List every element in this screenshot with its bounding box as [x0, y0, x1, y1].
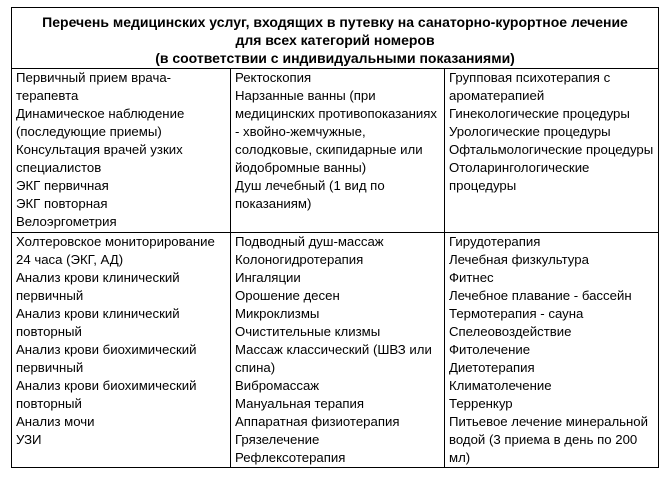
- list-item: Велоэргометрия: [16, 214, 117, 229]
- table-title-row: [12, 8, 659, 69]
- list-item: Лечебная физкультура: [449, 252, 589, 267]
- list-item: ЭКГ повторная: [16, 196, 108, 211]
- list-item: Орошение десен: [235, 288, 340, 303]
- list-item: Ректоскопия: [235, 70, 312, 85]
- table-cell: [231, 233, 445, 468]
- list-item: Фитолечение: [449, 342, 531, 357]
- list-item: Анализ крови клинический повторный: [16, 306, 180, 339]
- table-cell: [12, 233, 231, 468]
- list-item: Анализ крови биохимический первичный: [16, 342, 197, 375]
- list-item: Питьевое лечение минеральной водой (3 приема в день по 200 мл): [449, 414, 648, 465]
- list-item: Подводный душ-массаж: [235, 234, 384, 249]
- list-item: Мануальная терапия: [235, 396, 365, 411]
- list-item: Консультация врачей узких специалистов: [16, 142, 183, 175]
- list-item: Урологические процедуры: [449, 124, 611, 139]
- list-item: Анализ крови биохимический повторный: [16, 378, 197, 411]
- table-cell: [231, 69, 445, 233]
- table-cell: [445, 233, 659, 468]
- list-item: Диетотерапия: [449, 360, 535, 375]
- list-item: Душ лечебный (1 вид по показаниям): [235, 178, 385, 211]
- list-item: УЗИ: [16, 432, 42, 447]
- table-row: [12, 69, 659, 233]
- table-title: [12, 8, 659, 69]
- title-line-1: Перечень медицинских услуг, входящих в путевку на санаторно-курортное лечение: [42, 14, 628, 30]
- list-item: Ингаляции: [235, 270, 301, 285]
- list-item: Гинекологические процедуры: [449, 106, 630, 121]
- list-item: Вибромассаж: [235, 378, 320, 393]
- list-item: Первичный прием врача-терапевта: [16, 70, 172, 103]
- list-item: Отоларингологические процедуры: [449, 160, 590, 193]
- services-table: [11, 7, 659, 468]
- list-item: Массаж классический (ШВЗ или спина): [235, 342, 432, 375]
- list-item: Рефлексотерапия: [235, 450, 346, 465]
- list-item: Динамическое наблюдение (последующие приемы): [16, 106, 185, 139]
- list-item: Грязелечение: [235, 432, 320, 447]
- list-item: Терренкур: [449, 396, 513, 411]
- list-item: Колоногидротерапия: [235, 252, 364, 267]
- list-item: Аппаратная физиотерапия: [235, 414, 400, 429]
- list-item: Анализ крови клинический первичный: [16, 270, 180, 303]
- list-item: Термотерапия - сауна: [449, 306, 584, 321]
- table-cell: [445, 69, 659, 233]
- list-item: Офтальмологические процедуры: [449, 142, 654, 157]
- list-item: Гирудотерапия: [449, 234, 541, 249]
- list-item: Групповая психотерапия с ароматерапией: [449, 70, 611, 103]
- table-row: [12, 233, 659, 468]
- list-item: Нарзанные ванны (при медицинских противопоказаниях - хвойно-жемчужные, солодковые, скипидарные или йодобромные ванны): [235, 88, 437, 175]
- list-item: ЭКГ первичная: [16, 178, 109, 193]
- list-item: Микроклизмы: [235, 306, 320, 321]
- list-item: Анализ мочи: [16, 414, 95, 429]
- list-item: Фитнес: [449, 270, 494, 285]
- list-item: Климатолечение: [449, 378, 552, 393]
- list-item: Спелеовоздействие: [449, 324, 572, 339]
- list-item: Холтеровское мониторирование 24 часа (ЭКГ, АД): [16, 234, 215, 267]
- table-cell: [12, 69, 231, 233]
- list-item: Очистительные клизмы: [235, 324, 381, 339]
- list-item: Лечебное плавание - бассейн: [449, 288, 632, 303]
- title-line-2: для всех категорий номеров: [235, 32, 435, 48]
- title-line-3: (в соответствии с индивидуальными показаниями): [155, 50, 515, 66]
